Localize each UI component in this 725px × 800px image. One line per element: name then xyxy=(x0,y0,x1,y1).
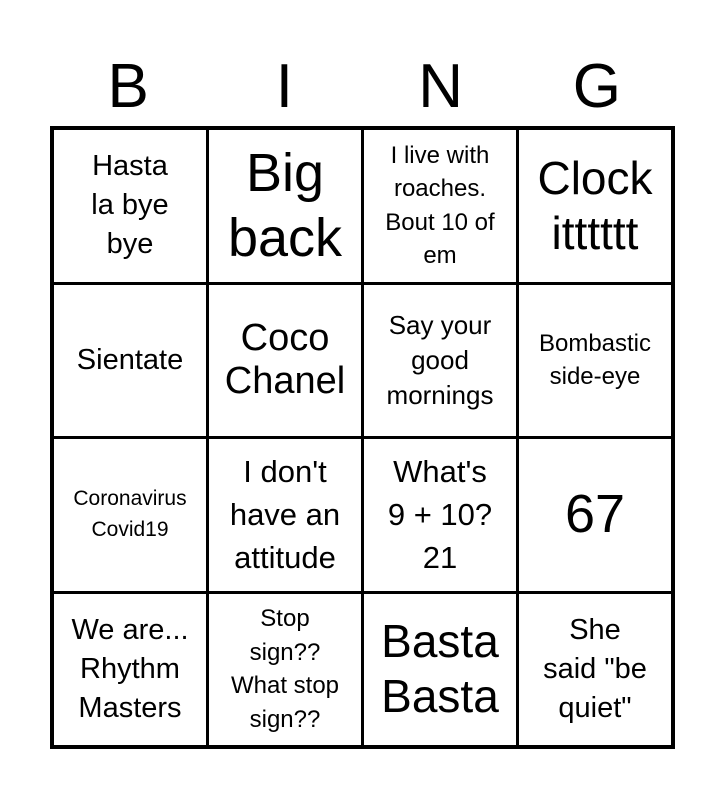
cell-text: Bombastic side-eye xyxy=(538,329,652,391)
bingo-cell[interactable] xyxy=(519,130,671,282)
cell-text: Stop sign?? What stop sign?? xyxy=(230,605,340,733)
cell-text: Say your good mornings xyxy=(386,310,494,410)
bingo-cell[interactable] xyxy=(519,285,671,437)
bingo-cell[interactable] xyxy=(364,594,516,746)
bingo-board xyxy=(50,126,675,749)
cell-text: She said "be quiet" xyxy=(543,613,647,724)
cell-text: Coco Chanel xyxy=(224,316,346,403)
cell-text: Sientate xyxy=(76,343,184,376)
header-letter-g: G xyxy=(572,52,621,121)
cell-text: We are... Rhythm Masters xyxy=(71,613,189,724)
bingo-cell[interactable] xyxy=(209,285,361,437)
bingo-cell[interactable] xyxy=(209,594,361,746)
cell-text: I live with roaches. Bout 10 of em xyxy=(385,141,495,270)
header-letter-i: I xyxy=(275,52,293,121)
bingo-cell[interactable] xyxy=(54,285,206,437)
header-letter-n: N xyxy=(418,52,464,121)
bingo-cell[interactable] xyxy=(54,439,206,591)
bingo-cell[interactable] xyxy=(519,439,671,591)
cell-text: Big back xyxy=(227,142,343,268)
cell-text: What's 9 + 10? 21 xyxy=(387,453,493,576)
header-letter-b: B xyxy=(107,52,149,121)
cell-text: 67 xyxy=(564,484,626,545)
bingo-cell[interactable] xyxy=(519,594,671,746)
bingo-header xyxy=(50,48,675,126)
cell-text: Hasta la bye bye xyxy=(91,150,169,261)
bingo-cell[interactable] xyxy=(54,594,206,746)
bingo-cell[interactable] xyxy=(209,130,361,282)
bingo-cell[interactable] xyxy=(364,439,516,591)
cell-text: Clock itttttt xyxy=(537,151,653,259)
bingo-cell[interactable] xyxy=(209,439,361,591)
bingo-cell[interactable] xyxy=(364,285,516,437)
cell-text: I don't have an attitude xyxy=(229,453,341,576)
cell-text: Coronavirus Covid19 xyxy=(73,487,187,541)
bingo-cell[interactable] xyxy=(364,130,516,282)
cell-text: Basta Basta xyxy=(381,615,499,723)
bingo-cell[interactable] xyxy=(54,130,206,282)
